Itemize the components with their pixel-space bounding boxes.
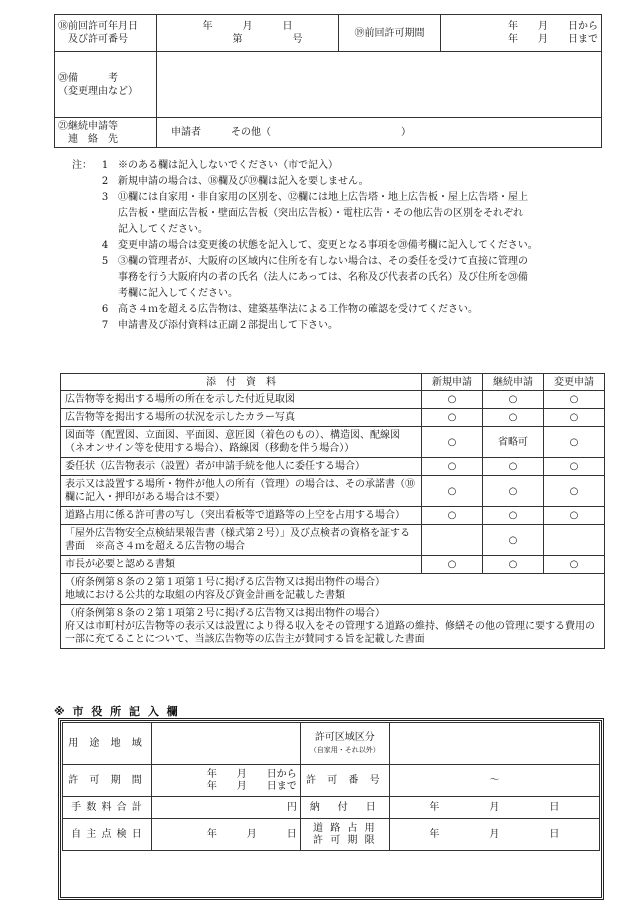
requirement-mark: ○ bbox=[483, 476, 544, 507]
requirement-mark: ○ bbox=[544, 476, 605, 507]
attachments-table bbox=[60, 373, 605, 649]
table-row bbox=[61, 391, 605, 409]
note-continuation: 考欄に記入してください。 bbox=[118, 288, 238, 299]
header-renew: 継続申請 bbox=[483, 374, 544, 391]
note-item bbox=[72, 318, 612, 334]
attachment-name: 道路占用に係る許可書の写し（突出看板等で道路等の上空を占用する場合） bbox=[61, 507, 422, 525]
requirement-mark: ○ bbox=[483, 556, 544, 574]
prev-permit-label: ⑱前回許可年月日 及び許可番号 bbox=[55, 15, 157, 52]
fee-total-field[interactable]: 円 bbox=[152, 797, 301, 819]
attachment-name: 広告物等を掲出する場所の所在を示した付近見取図 bbox=[61, 391, 422, 409]
requirement-mark: ○ bbox=[422, 476, 483, 507]
self-inspection-label: 自 主 点 検 日 bbox=[63, 819, 152, 851]
self-inspection-field[interactable]: 年 月 日 bbox=[152, 819, 301, 851]
requirement-mark: ○ bbox=[422, 556, 483, 574]
permit-zone-label: 許可区域区分 （自家用・それ以外） bbox=[300, 723, 389, 765]
requirement-mark: ○ bbox=[544, 391, 605, 409]
note-item bbox=[72, 174, 612, 190]
table-row bbox=[61, 507, 605, 525]
note-lead bbox=[72, 174, 92, 190]
top-form-table bbox=[54, 14, 602, 148]
attachments-header: 添 付 資 料 bbox=[61, 374, 422, 391]
attachment-name: 委任状（広告物表示（設置）者が申請手続を他人に委任する場合） bbox=[61, 458, 422, 476]
road-occupancy-label: 道 路 占 用 許 可 期 限 bbox=[300, 819, 389, 851]
attachment-name: 表示又は設置する場所・物件が他人の所有（管理）の場合は、その承諾書（⑩欄に記入・押印がある場合は不要） bbox=[61, 476, 422, 507]
note-continuation: 事務を行う大阪府内の者の氏名（法人にあっては、名称及び代表者の氏名）及び住所を⑳備 bbox=[118, 272, 528, 283]
permit-number-field[interactable]: ～ bbox=[389, 765, 599, 797]
requirement-mark: ○ bbox=[544, 507, 605, 525]
remarks-label: ⑳備 考 （変更理由など） bbox=[55, 52, 157, 118]
prev-period-field[interactable]: 年 月 日から 年 月 日まで bbox=[441, 15, 602, 52]
prev-permit-date-field[interactable]: 年 月 日 第 号 bbox=[157, 15, 339, 52]
requirement-mark bbox=[544, 525, 605, 556]
note-item bbox=[72, 158, 612, 174]
note-number: 2 bbox=[101, 176, 109, 187]
contact-label: ㉑継続申請等 連 絡 先 bbox=[55, 118, 157, 148]
requirement-mark: ○ bbox=[544, 556, 605, 574]
attachment-name: 図面等（配置図、立面図、平面図、意匠図（着色のもの）、構造図、配線図（ネオンサイン等を使用する場合）、路線図（移動を伴う場合）） bbox=[61, 427, 422, 458]
remarks-field[interactable] bbox=[157, 52, 602, 118]
note-continuation: 広告板・壁面広告板・壁面広告板（突出広告板）・電柱広告・その他広告の区別をそれぞれ bbox=[118, 208, 523, 219]
city-table bbox=[62, 722, 600, 851]
table-row bbox=[61, 427, 605, 458]
attachment-name: 市長が必要と認める書類 bbox=[61, 556, 422, 574]
requirement-mark: ○ bbox=[483, 507, 544, 525]
requirement-mark: ○ bbox=[422, 458, 483, 476]
note-item bbox=[72, 238, 612, 254]
note-number: 7 bbox=[101, 320, 109, 331]
note-item bbox=[72, 190, 612, 206]
permit-number-label: 許 可 番 号 bbox=[300, 765, 389, 797]
header-change: 変更申請 bbox=[544, 374, 605, 391]
note-lead: 注： bbox=[72, 160, 92, 171]
table-row bbox=[61, 458, 605, 476]
zoning-label: 用 途 地 域 bbox=[63, 723, 152, 765]
note-text: 新規申請の場合は、⑱欄及び⑲欄は記入を要しません。 bbox=[118, 176, 369, 187]
payment-date-field[interactable]: 年 月 日 bbox=[389, 797, 599, 819]
city-section-title: ※ 市 役 所 記 入 欄 bbox=[54, 705, 180, 718]
note-lead bbox=[72, 254, 92, 270]
requirement-mark: ○ bbox=[544, 409, 605, 427]
requirement-mark: ○ bbox=[483, 525, 544, 556]
note-text: 変更申請の場合は変更後の状態を記入して、変更となる事項を⑳備考欄に記入してください。 bbox=[118, 240, 538, 251]
table-row bbox=[61, 476, 605, 507]
payment-date-label: 納 付 日 bbox=[300, 797, 389, 819]
note-item bbox=[72, 254, 612, 270]
note-number: 4 bbox=[101, 240, 109, 251]
attachment-name: 広告物等を掲出する場所の状況を示したカラー写真 bbox=[61, 409, 422, 427]
requirement-mark: 省略可 bbox=[483, 427, 544, 458]
note-text: 申請書及び添付資料は正副２部提出して下さい。 bbox=[118, 320, 338, 331]
attachment-name: 「屋外広告物安全点検結果報告書（様式第２号）」及び点検者の資格を証する書面 ※高さ４ｍを超える広告物の場合 bbox=[61, 525, 422, 556]
requirement-mark: ○ bbox=[422, 427, 483, 458]
permit-period-label: 許 可 期 間 bbox=[63, 765, 152, 797]
wide-row-1: （府条例第８条の２第１項第１号に掲げる広告物又は掲出物件の場合） 地域における公共的な取組の内容及び資金計画を記載した書類 bbox=[61, 574, 605, 605]
permit-zone-field[interactable] bbox=[389, 723, 599, 765]
note-text: ③欄の管理者が、大阪府の区域内に住所を有しない場合は、その委任を受けて直接に管理の bbox=[118, 256, 528, 267]
note-number: 3 bbox=[101, 192, 109, 203]
note-continuation: 記入してください。 bbox=[118, 224, 208, 235]
requirement-mark: ○ bbox=[544, 427, 605, 458]
requirement-mark bbox=[422, 525, 483, 556]
note-lead bbox=[72, 302, 92, 318]
header-new: 新規申請 bbox=[422, 374, 483, 391]
zoning-field[interactable] bbox=[152, 723, 301, 765]
note-item bbox=[72, 302, 612, 318]
table-row bbox=[61, 556, 605, 574]
note-lead bbox=[72, 190, 92, 206]
note-number: 1 bbox=[101, 160, 109, 171]
note-lead bbox=[72, 238, 92, 254]
prev-period-label: ⑲前回許可期間 bbox=[339, 15, 441, 52]
notes-section bbox=[72, 158, 612, 334]
requirement-mark: ○ bbox=[422, 507, 483, 525]
requirement-mark: ○ bbox=[483, 391, 544, 409]
note-text: ⑪欄には自家用・非自家用の区別を、⑫欄には地上広告塔・地上広告板・屋上広告塔・屋上 bbox=[118, 192, 528, 203]
requirement-mark: ○ bbox=[483, 458, 544, 476]
note-text: 高さ４ｍを超える広告物は、建築基準法による工作物の確認を受けてください。 bbox=[118, 304, 478, 315]
fee-total-label: 手 数 料 合 計 bbox=[63, 797, 152, 819]
permit-period-field[interactable]: 年 月 日から 年 月 日まで bbox=[152, 765, 301, 797]
requirement-mark: ○ bbox=[422, 391, 483, 409]
requirement-mark: ○ bbox=[483, 409, 544, 427]
contact-field[interactable]: 申請者 その他（ ） bbox=[157, 118, 602, 148]
table-row bbox=[61, 409, 605, 427]
note-lead bbox=[72, 318, 92, 334]
note-number: 5 bbox=[101, 256, 109, 267]
note-number: 6 bbox=[101, 304, 109, 315]
requirement-mark: ○ bbox=[422, 409, 483, 427]
table-row bbox=[61, 525, 605, 556]
note-text: ※のある欄は記入しないでください（市で記入） bbox=[118, 160, 338, 171]
wide-row-2: （府条例第８条の２第１項第２号に掲げる広告物又は掲出物件の場合） 府又は市町村が広告物等の表示又は設置により得る収入をその管理する道路の維持、修繕その他の管理に要する費用の一部に充てることについて、当該広告物等の広告主が賛同する旨を記載した書面 bbox=[61, 605, 605, 649]
requirement-mark: ○ bbox=[544, 458, 605, 476]
road-occupancy-field[interactable]: 年 月 日 bbox=[389, 819, 599, 851]
